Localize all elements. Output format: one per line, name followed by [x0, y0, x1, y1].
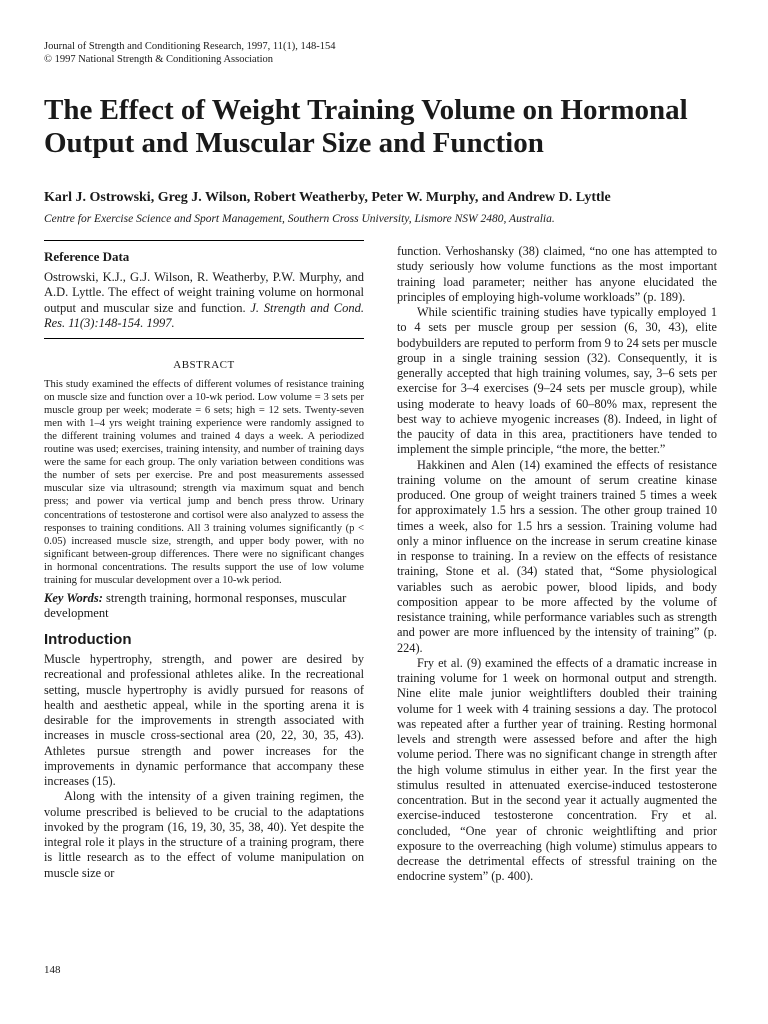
journal-header	[44, 40, 336, 66]
introduction-paragraph-2: Along with the intensity of a given training regimen, the volume prescribed is believed to be crucial to the adaptations invoked by the program (16, 19, 30, 35, 38, 40). Yet despite the integral role it plays in the structure of a training program, there is little research as to the effect of volume manipulation on muscle size or	[44, 789, 364, 880]
reference-data-box	[44, 240, 364, 339]
reference-data-text	[44, 270, 364, 332]
reference-data-authors-title: Ostrowski, K.J., G.J. Wilson, R. Weatherby, P.W. Murphy, and A.D. Lyttle. The effect of weight training volume on hormonal output and muscular size and function.	[44, 270, 364, 315]
body-paragraph-4: Fry et al. (9) examined the effects of a dramatic increase in training volume for 1 week on hormonal output and strength. Nine elite male junior weightlifters doubled their training volume for 1 week with 4 training sessions a day. The protocol was repeated after a further year of training. Resting hormonal levels and strength were assessed before and after the high volume period. There was no significant change in strength after the high volume stimulus in either year. In the first year the stimulus resulted in attenuated exercise-induced testosterone concentration. But in the second year it actually augmented the exercise-induced testosterone concentration. Fry et al. concluded, “One year of chronic weightlifting and prior exposure to the overreaching (high volume) stimulus appears to decrease the detrimental effects of stressful training on the endocrine system” (p. 400).	[397, 655, 717, 884]
left-column	[44, 240, 364, 881]
introduction-heading: Introduction	[44, 631, 132, 649]
abstract-heading: ABSTRACT	[173, 358, 235, 371]
keywords-text: strength training, hormonal responses, muscular development	[44, 591, 347, 621]
right-column	[397, 244, 717, 885]
introduction-paragraph-1: Muscle hypertrophy, strength, and power are desired by recreational and professional athletes alike. In the recreational setting, muscle hypertrophy is avidly pursued for reasons of health and aesthetic appeal, while in the sporting arena it is desirable for the improvements in strength associated with increases in muscle cross-sectional area (20, 22, 30, 35, 43). Athletes pursue strength and power increases for the improvements in dynamic performance that accompany these increases (15).	[44, 652, 364, 789]
article-title: The Effect of Weight Training Volume on Hormonal Output and Muscular Size and Function	[44, 94, 688, 159]
body-paragraph-2: While scientific training studies have typically employed 1 to 4 sets per muscle group per session (6, 30, 43), elite bodybuilders are reputed to perform from 9 to 24 sets per muscle group in a single training session (32). Consequently, it is generally accepted that high training volumes, say, 3–6 sets per exercise for 3–4 exercises (9–24 sets per muscle group), while using moderate to heavy loads of 60–80% max, represent the best way to achieve myogenic increases (8). Indeed, in light of the paucity of data in this area, practitioners have tended to implement the simple principle, “the more, the better.”	[397, 305, 717, 457]
body-paragraph-3: Hakkinen and Alen (14) examined the effects of resistance training volume on the amount of serum creatine kinase produced. One group of weight trainers trained 5 times a week for approximately 1.5 hrs a session. The other group trained 10 times a week, also for 1.5 hrs a session. Training volume had only a minor influence on the increase in serum creatine kinase in response to training. In a review on the effects of resistance training, Stone et al. (34) stated that, “Some physiological variables such as aerobic power, blood lipids, and body composition appear to be more affected by the volume of resistance training, while performance variables such as strength and power are more influenced by the intensity of training” (p. 224).	[397, 457, 717, 655]
author-list: Karl J. Ostrowski, Greg J. Wilson, Robert Weatherby, Peter W. Murphy, and Andrew D. Lyttle	[44, 190, 611, 205]
keywords-label: Key Words:	[44, 591, 103, 606]
reference-data-heading: Reference Data	[44, 249, 130, 264]
author-affiliation: Centre for Exercise Science and Sport Management, Southern Cross University, Lismore NSW 2480, Australia.	[44, 213, 555, 225]
abstract-body: This study examined the effects of different volumes of resistance training on muscle size and function over a 10-wk period. Low volume = 3 sets per muscle group per week; moderate = 6 sets; high = 12 sets. Twenty-seven men with 1–4 yrs weight training experience were randomly assigned to the different training volumes and trained 4 days a week. A periodized routine was used; exercises, training intensity, and number of training days were the same for each group. The only variation between conditions was the number of sets per exercise. Pre and post measurements assessed muscular size via ultrasound; strength via maximum squat and bench press; and power via vertical jump and bench press throw. Urinary concentrations of testosterone and cortisol were also analyzed to assess the responses to training conditions. All 3 training volumes significantly (p < 0.05) increased muscle size, strength, and upper body power, with no significant between-group differences. There were no significant changes in hormonal concentrations. The results support the use of low volume training for muscular development over a 10-wk period.	[44, 378, 364, 587]
journal-citation-line: Journal of Strength and Conditioning Research, 1997, 11(1), 148-154	[44, 41, 336, 52]
copyright-line: © 1997 National Strength & Conditioning Association	[44, 54, 274, 65]
page-number: 148	[44, 964, 61, 976]
keywords	[44, 591, 364, 621]
reference-data-citation: J. Strength and Cond. Res. 11(3):148-154. 1997.	[44, 300, 365, 331]
body-paragraph-1: function. Verhoshansky (38) claimed, “no one has attempted to study seriously how volume functions as the most important training load parameter; neither has anyone elucidated the principles of employing high-volume workloads” (p. 189).	[397, 244, 717, 304]
